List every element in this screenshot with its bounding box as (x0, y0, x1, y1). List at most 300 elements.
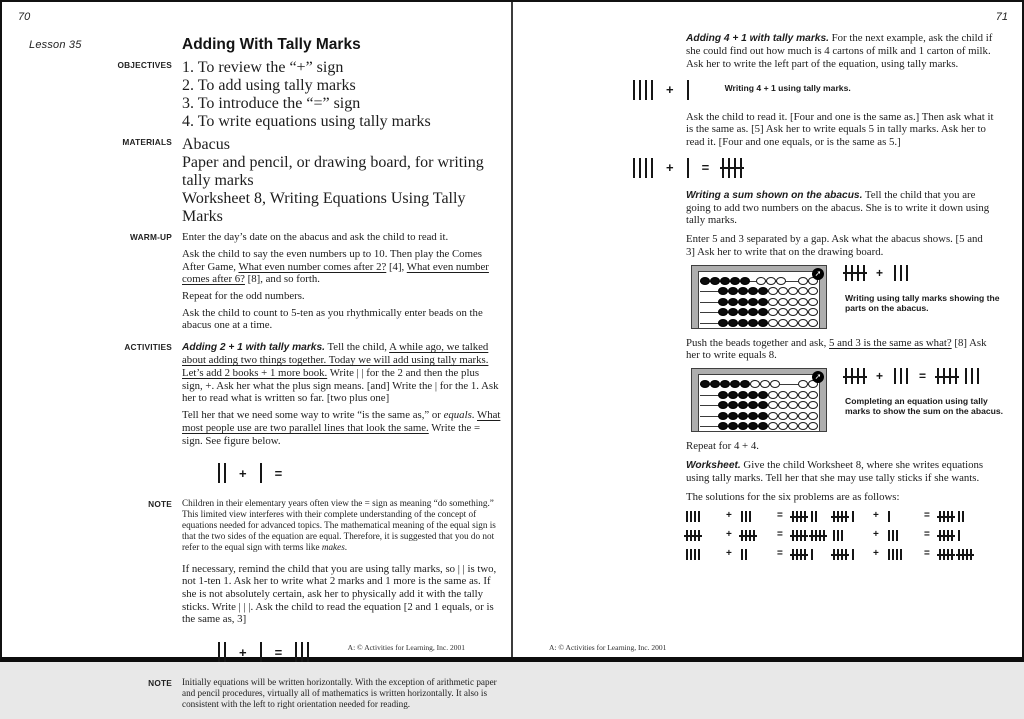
tally-bar (800, 549, 802, 560)
tally-bar (698, 549, 700, 560)
tally-five-group (722, 158, 742, 178)
equals-operator: = (777, 510, 783, 522)
tally-five-group (833, 511, 847, 522)
abacus-row (700, 390, 818, 401)
body-paragraph (686, 459, 994, 485)
tally-group (686, 549, 700, 560)
tally-bar (845, 368, 847, 384)
tally-bar (951, 549, 953, 560)
light-bead (808, 298, 818, 306)
dark-bead (728, 401, 738, 409)
dark-bead (728, 308, 738, 316)
light-bead (776, 277, 786, 285)
tally-five-group (833, 549, 847, 560)
text-run: Ask the child to say the even numbers up to 10. Then play the Comes After Game, (182, 247, 482, 273)
tally-bar (852, 549, 854, 560)
dark-bead (758, 308, 768, 316)
tally-bar (906, 265, 908, 281)
tally-bar (971, 368, 973, 384)
tally-group (260, 463, 262, 483)
dark-bead (728, 287, 738, 295)
equals-operator: = (919, 369, 927, 384)
list-line: Worksheet 8, Writing Equations Using Tally Marks (182, 190, 466, 226)
tally-bar (951, 511, 953, 522)
tally-bar (639, 158, 641, 178)
tally-bar (823, 530, 825, 541)
tally-bar (857, 368, 859, 384)
list-line: 1. To review the “+” sign (182, 59, 344, 77)
equals-operator: = (924, 529, 930, 541)
solution-addend-2 (741, 549, 777, 560)
tally-bar (857, 265, 859, 281)
list-line: 4. To write equations using tally marks (182, 113, 431, 131)
light-bead (768, 308, 778, 316)
tally-bar (639, 80, 641, 100)
figure-caption: Completing an equation using tally marks to show the sum on the abacus. (845, 396, 1004, 417)
tally-bar (939, 549, 941, 560)
solution-addend-1 (833, 549, 873, 560)
tally-bar (958, 511, 960, 522)
tally-5-plus-3 (845, 265, 908, 281)
tally-bar (800, 511, 802, 522)
body-paragraph (686, 491, 994, 504)
text-run: The solutions for the six problems are as follows: (686, 490, 900, 503)
tally-bar (687, 158, 689, 178)
dark-bead (718, 308, 728, 316)
tally-bar (841, 511, 843, 522)
abacus-row (700, 276, 818, 287)
tally-bar (894, 368, 896, 384)
tally-bar (698, 511, 700, 522)
tally-group (686, 511, 700, 522)
tally-group (852, 549, 854, 560)
figure-caption: Writing using tally marks showing the parts on the abacus. (845, 292, 1000, 313)
tally-4-plus-1 (633, 80, 689, 100)
abacus-figure-parts (691, 265, 1000, 329)
solution-addend-2 (888, 549, 924, 560)
section-label-activities: ACTIVITIES (124, 342, 172, 353)
text-run: Initially equations will be written horizontally. With the exception of arithmetic paper and pencil procedures, virtually all of mathematics is written horizontally. It also is consistent with the left to right orientation needed for reading. (182, 677, 497, 710)
abacus-row (700, 411, 818, 422)
text-run: . (344, 542, 348, 553)
solutions-column-left (686, 509, 833, 566)
abacus-image-8 (691, 368, 827, 432)
tally-bar (851, 265, 853, 281)
tally-bar (888, 549, 890, 560)
tally-bar (686, 511, 688, 522)
tally-bar (690, 511, 692, 522)
dark-bead (720, 277, 730, 285)
activities-paragraph (182, 409, 502, 447)
abacus-brand-icon: ➚ (812, 371, 824, 383)
light-bead (788, 319, 798, 327)
tally-group (958, 530, 960, 541)
tally-bar (833, 549, 835, 560)
dark-bead (728, 422, 738, 430)
tally-bar (792, 530, 794, 541)
dark-bead (748, 287, 758, 295)
light-bead (788, 422, 798, 430)
tally-group (888, 511, 890, 522)
tally-five-group (939, 511, 953, 522)
section-label-note-2: NOTE (148, 678, 172, 689)
light-bead (788, 391, 798, 399)
tally-bar (686, 549, 688, 560)
tally-bar (845, 511, 847, 522)
plus-operator: + (873, 529, 879, 541)
tally-bar (796, 511, 798, 522)
text-run: Push the beads together and ask, (686, 336, 830, 349)
text-run: 5 and 3 is the same as what? (829, 336, 952, 349)
tally-bar (962, 511, 964, 522)
solution-addend-2 (888, 530, 924, 541)
dark-bead (758, 391, 768, 399)
tally-bar (900, 265, 902, 281)
tally-bar (965, 368, 967, 384)
tally-group (633, 158, 653, 178)
tally-group (888, 549, 902, 560)
light-bead (798, 319, 808, 327)
text-run: For the next example, ask the child if she could find out how much is 4 cartons of milk and 1 carton of milk. Ask her to write the left part of the equation, using tally marks. (686, 32, 993, 70)
light-bead (760, 380, 770, 388)
solution-addend-1 (686, 511, 726, 522)
tally-bar (633, 80, 635, 100)
objectives-list (182, 59, 502, 131)
tally-bar (841, 530, 843, 541)
figure-caption: Writing 4 + 1 using tally marks. (724, 82, 851, 93)
dark-bead (738, 298, 748, 306)
body-paragraph (686, 440, 994, 453)
tally-bar (863, 265, 865, 281)
tally-bar (749, 511, 751, 522)
abacus-row (700, 286, 818, 297)
solution-addend-1 (686, 549, 726, 560)
tally-bar (698, 530, 700, 541)
tally-group (633, 80, 653, 100)
light-bead (798, 277, 808, 285)
solution-sum (939, 549, 972, 560)
solution-row (686, 528, 833, 541)
dark-bead (718, 391, 728, 399)
tally-bar (745, 511, 747, 522)
light-bead (768, 401, 778, 409)
body-paragraph (182, 563, 502, 627)
tally-bar (741, 549, 743, 560)
dark-bead (738, 319, 748, 327)
tally-five-group (845, 368, 865, 384)
light-bead (778, 422, 788, 430)
tally-bar (804, 549, 806, 560)
light-bead (798, 380, 808, 388)
note-equal-sign (182, 498, 502, 557)
text-run: What even number comes after 2? (238, 260, 387, 273)
tally-bar (811, 511, 813, 522)
abacus-beads (698, 374, 820, 431)
section-label-materials: MATERIALS (122, 137, 172, 148)
list-line: 2. To add using tally marks (182, 77, 356, 95)
tally-reminder-section (182, 563, 502, 673)
tally-bar (837, 530, 839, 541)
light-bead (778, 412, 788, 420)
tally-bar (745, 549, 747, 560)
light-bead (808, 319, 818, 327)
tally-bar (651, 158, 653, 178)
text-run: What even number comes after 6? (182, 260, 489, 286)
section-label-note-1: NOTE (148, 499, 172, 510)
text-run: Adding 2 + 1 with tally marks. (182, 342, 325, 354)
tally-bar (633, 158, 635, 178)
text-run: Write | | for the 2 and then the plus sign, +. Ask her what the plus sign means. [and] Write the | for the 1. Ask her to read what is written so far. [two plus one] (182, 366, 499, 405)
text-run: [4], (386, 260, 407, 273)
dark-bead (748, 422, 758, 430)
dark-bead (748, 319, 758, 327)
dark-bead (748, 308, 758, 316)
tally-bar (943, 530, 945, 541)
dark-bead (748, 391, 758, 399)
tally-bar (260, 463, 262, 483)
plus-operator: + (726, 510, 732, 522)
page-left (2, 2, 511, 710)
tally-group (741, 511, 751, 522)
light-bead (768, 412, 778, 420)
light-bead (788, 308, 798, 316)
tally-bar (796, 530, 798, 541)
tally-five-group (792, 549, 806, 560)
tally-bar (722, 158, 724, 178)
solution-sum (792, 549, 813, 560)
dark-bead (718, 298, 728, 306)
light-bead (798, 401, 808, 409)
tally-bar (906, 368, 908, 384)
tally-bar (745, 530, 747, 541)
activities-section (182, 341, 502, 493)
tally-bar (753, 530, 755, 541)
text-run: Enter 5 and 3 separated by a gap. Ask what the abacus shows. [5 and 3] Ask her to write that on the drawing board. (686, 233, 983, 258)
equals-operator: = (274, 644, 283, 660)
tally-five-group (792, 530, 806, 541)
tally-group (894, 368, 908, 384)
text-run: Tell the child that you are going to add two numbers on the abacus. She is to write it down using tally marks. (686, 188, 990, 227)
equals-operator: = (701, 160, 710, 176)
tally-bar (966, 549, 968, 560)
light-bead (808, 308, 818, 316)
tally-bar (749, 530, 751, 541)
body-paragraph (686, 189, 994, 228)
light-bead (808, 422, 818, 430)
note-paragraph (182, 677, 502, 710)
abacus-beads (698, 271, 820, 328)
tally-five-group (939, 530, 953, 541)
dark-bead (758, 298, 768, 306)
tally-bar (896, 549, 898, 560)
list-line: 3. To introduce the “=” sign (182, 95, 361, 113)
text-run: Children in their elementary years often view the = sign as meaning “do something.” This limited view interferes with their complete understanding of the concept of equations needed for advanced topics. The mathematical meaning of the equal sign is that the two sides of the equation are equal. Therefore, it is suggested that you do not refer to the equal sign with terms like (182, 498, 496, 553)
dark-bead (730, 277, 740, 285)
text-run: Give the child Worksheet 8, where she writes equations using tally marks. Tell her that she may use tally sticks if she wants. (686, 458, 984, 484)
page-number-right: 71 (995, 11, 1008, 23)
page-right (513, 2, 1024, 657)
list-line: Abacus (182, 136, 230, 154)
text-run: Adding 4 + 1 with tally marks. (686, 33, 829, 44)
solution-addend-2 (888, 511, 924, 522)
dark-bead (758, 422, 768, 430)
warmup-paragraph (182, 290, 502, 303)
body-paragraph (686, 337, 994, 362)
dark-bead (718, 287, 728, 295)
solution-sum (939, 511, 964, 522)
note-paragraph (182, 498, 502, 553)
solution-sum (792, 511, 817, 522)
solution-addend-1 (833, 530, 873, 541)
plus-operator: + (666, 160, 674, 176)
dark-bead (748, 298, 758, 306)
tally-group (218, 463, 226, 483)
text-run: Ask the child to read it. [Four and one is the same as.] Then ask what it is the same as. [5] Ask her to write equals 5 in tally marks. Ask her to read it. [Four and one equals, or is the same as 5.] (686, 110, 994, 148)
body-paragraph (686, 233, 994, 258)
dark-bead (758, 319, 768, 327)
page-number-left: 70 (18, 11, 31, 23)
abacus-row (700, 307, 818, 318)
tally-bar (815, 530, 817, 541)
tally-five-group (939, 549, 953, 560)
left-page-content (2, 36, 502, 719)
light-bead (778, 298, 788, 306)
tally-bar (851, 368, 853, 384)
tally-five-group (958, 549, 972, 560)
tally-bar (224, 463, 226, 483)
light-bead (788, 412, 798, 420)
dark-bead (740, 277, 750, 285)
equals-operator: = (274, 465, 283, 481)
light-bead (768, 319, 778, 327)
text-run: Tell her that we need some way to write “is the same as,” or (182, 409, 444, 422)
text-run: [8] Ask her to write equals 8. (686, 336, 987, 362)
dark-bead (728, 391, 738, 399)
tally-bar (833, 511, 835, 522)
tally-bar (943, 549, 945, 560)
dark-bead (700, 380, 710, 388)
tally-bar (937, 368, 939, 384)
section-label-warmup: WARM-UP (130, 232, 172, 243)
tally-bar (943, 511, 945, 522)
tally-bar (900, 368, 902, 384)
solution-sum (939, 530, 960, 541)
text-run: Worksheet. (686, 459, 741, 471)
tally-bar (833, 530, 835, 541)
light-bead (808, 391, 818, 399)
tally-bar (741, 530, 743, 541)
tally-bar (218, 463, 220, 483)
dark-bead (718, 401, 728, 409)
light-bead (798, 422, 808, 430)
solutions-grid (686, 509, 994, 566)
section-label-objectives: OBJECTIVES (117, 60, 172, 71)
text-run: If necessary, remind the child that you are using tally marks, so | | is two, not 1-ten 1. Ask her to write what 2 marks and 1 more is the same as. If she is not absolutely certain, ask her to physically add it with the tally sticks. Write | | |. Ask the child to read the equation [2 and 1 equals, or is the same as, 3] (182, 562, 497, 626)
note-horizontal-equations (182, 677, 502, 714)
text-run: Write the = sign. See figure below. (182, 421, 481, 447)
tally-group (833, 530, 843, 541)
equals-operator: = (924, 510, 930, 522)
solution-addend-1 (833, 511, 873, 522)
tally-bar (896, 530, 898, 541)
solution-addend-1 (686, 530, 726, 541)
dark-bead (758, 401, 768, 409)
tally-bar (977, 368, 979, 384)
solution-row (833, 528, 980, 541)
body-paragraph (686, 111, 994, 149)
abacus-brand-icon: ➚ (812, 268, 824, 280)
equals-operator: = (924, 548, 930, 560)
tally-bar (888, 511, 890, 522)
footer-right: A: © Activities for Learning, Inc. 2001 (549, 643, 667, 652)
tally-bar (900, 549, 902, 560)
tally-bar (943, 368, 945, 384)
equals-operator: = (777, 529, 783, 541)
abacus-row (700, 421, 818, 432)
dark-bead (718, 412, 728, 420)
tally-bar (962, 549, 964, 560)
text-run: Repeat for the odd numbers. (182, 289, 305, 302)
tally-bar (949, 368, 951, 384)
light-bead (778, 401, 788, 409)
light-bead (778, 319, 788, 327)
materials-list (182, 136, 502, 226)
warmup-paragraph (182, 248, 502, 286)
tally-five-group (792, 511, 806, 522)
tally-group (958, 511, 964, 522)
abacus-row (700, 400, 818, 411)
tally-group (687, 80, 689, 100)
footer-left: A: © Activities for Learning, Inc. 2001 (347, 643, 465, 652)
tally-bar (970, 549, 972, 560)
light-bead (788, 401, 798, 409)
right-page-content (666, 32, 1004, 566)
dark-bead (730, 380, 740, 388)
tally-bar (892, 549, 894, 560)
tally-bar (734, 158, 736, 178)
tally-bar (819, 530, 821, 541)
tally-group (687, 158, 689, 178)
light-bead (798, 298, 808, 306)
tally-bar (804, 530, 806, 541)
tally-bar (892, 530, 894, 541)
plus-operator: + (873, 510, 879, 522)
abacus-row (700, 379, 818, 390)
tally-group (852, 511, 854, 522)
tally-bar (645, 158, 647, 178)
plus-operator: + (876, 369, 884, 384)
dark-bead (718, 422, 728, 430)
dark-bead (728, 412, 738, 420)
tally-bar (888, 530, 890, 541)
tally-group (894, 265, 908, 281)
light-bead (768, 298, 778, 306)
light-bead (798, 287, 808, 295)
abacus-figure-side (845, 368, 1007, 416)
tally-bar (894, 265, 896, 281)
tally-bar (690, 530, 692, 541)
tally-bar (694, 549, 696, 560)
light-bead (778, 287, 788, 295)
dark-bead (718, 319, 728, 327)
dark-bead (740, 380, 750, 388)
tally-group (965, 368, 979, 384)
abacus-figure-sum (691, 368, 1004, 432)
dark-bead (710, 277, 720, 285)
tally-bar (694, 511, 696, 522)
solution-row (833, 509, 980, 522)
plus-operator: + (726, 548, 732, 560)
